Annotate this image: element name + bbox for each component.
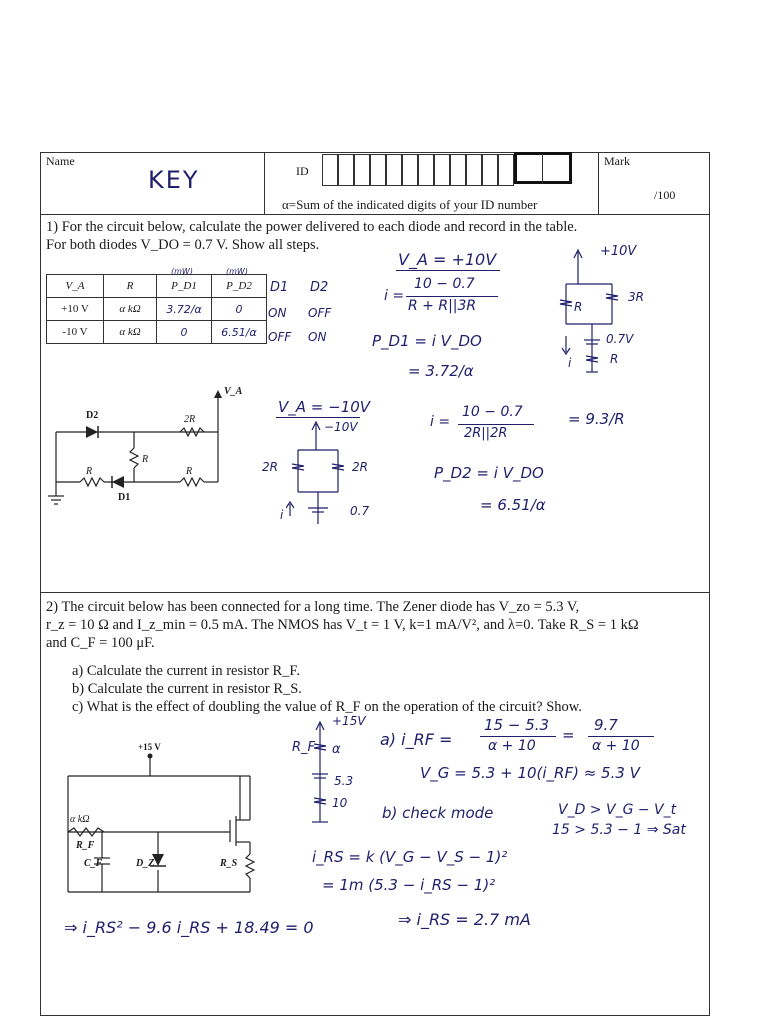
q2-label-cf: C_F xyxy=(84,858,103,869)
q2-label-dz: D_Z xyxy=(136,858,155,869)
name-label: Name xyxy=(46,154,75,168)
mark-total: /100 xyxy=(654,188,676,202)
q2-text-line1: 2) The circuit below has been connected for a long time. The Zener diode has V_zo = 5.3 V, xyxy=(46,599,580,615)
q2-sketch-top: +15V xyxy=(332,714,366,728)
q1-neg-pd2: P_D2 = i V_DO xyxy=(434,464,544,482)
q2-sketch-53: 5.3 xyxy=(334,774,354,788)
q1-work-pd1: P_D1 = i V_DO xyxy=(372,332,482,350)
name-value: KEY xyxy=(148,166,200,194)
q2-a-den: α + 10 xyxy=(488,738,536,754)
q1-q2-divider xyxy=(40,592,709,593)
id-digit-box xyxy=(466,154,482,186)
alpha-note: α=Sum of the indicated digits of your ID number xyxy=(282,197,538,212)
id-digit-box xyxy=(322,154,338,186)
q1-sketch-pos-i: i xyxy=(568,356,572,370)
q1-frac-bar xyxy=(406,296,498,297)
q2-a-den2: α + 10 xyxy=(592,738,640,754)
q2-label-rf-val: α kΩ xyxy=(70,814,90,825)
id-digit-box xyxy=(370,154,386,186)
th-pd1-label: P_D1 xyxy=(171,280,197,292)
cell-r: α kΩ xyxy=(104,321,157,344)
q1-sketch-neg-r-left: 2R xyxy=(262,460,278,474)
side-d1-pos: ON xyxy=(268,306,287,320)
q1-label-r-right: R xyxy=(186,466,193,477)
th-r: R xyxy=(104,275,157,298)
q1-work-va-neg: V_A = −10V xyxy=(278,398,371,416)
side-d1-neg: OFF xyxy=(268,330,292,344)
mark-label: Mark xyxy=(604,154,630,168)
q1-sketch-pos-vdo: 0.7V xyxy=(606,332,634,346)
q2-a-num: 15 − 5.3 xyxy=(484,716,550,734)
id-digit-box xyxy=(402,154,418,186)
id-digit-box xyxy=(354,154,370,186)
q1-underline-va-neg xyxy=(276,417,360,418)
cell-pd1: 3.72/α xyxy=(157,298,212,321)
q1-text-line1: 1) For the circuit below, calculate the power delivered to each diode and record in the table. xyxy=(46,219,578,235)
q2-text-line3: and C_F = 100 μF. xyxy=(46,635,155,651)
q1-circuit-diagram xyxy=(40,384,243,514)
q2-label-rf: R_F xyxy=(76,840,95,851)
id-indicated-digits-box xyxy=(514,152,572,184)
q1-sketch-neg-i: i xyxy=(280,508,284,522)
side-header-d1: D1 xyxy=(270,280,289,295)
id-digit-box xyxy=(482,154,498,186)
id-label: ID xyxy=(296,164,309,178)
table-row xyxy=(47,298,267,321)
q2-sketch-rf: R_F xyxy=(292,740,316,755)
q2-circuit-diagram xyxy=(60,750,260,900)
header-divider-1 xyxy=(264,152,265,214)
q2-cond1: V_D > V_G − V_t xyxy=(558,802,677,818)
th-pd2 xyxy=(212,267,267,298)
q1-label-va: V_A xyxy=(224,386,243,397)
q1-label-d1: D1 xyxy=(118,492,131,503)
q2-label-vdd: +15 V xyxy=(138,742,161,752)
q1-neg-frac-bar xyxy=(458,424,534,425)
cell-va: -10 V xyxy=(47,321,104,344)
q1-label-r-mid: R xyxy=(142,454,149,465)
q1-text-line2: For both diodes V_DO = 0.7 V. Show all steps. xyxy=(46,237,320,253)
id-digit-box xyxy=(434,154,450,186)
q1-label-2r: 2R xyxy=(184,414,196,425)
q2-label-rs: R_S xyxy=(220,858,238,869)
q2-sketch-alpha: α xyxy=(332,742,341,757)
q2-sketch xyxy=(296,718,366,828)
q2-item-a: a) Calculate the current in resistor R_F. xyxy=(72,663,300,679)
q2-cond2: 15 > 5.3 − 1 ⇒ Sat xyxy=(552,822,686,838)
q1-work-pd1-val: = 3.72/α xyxy=(408,362,474,380)
th-pd1 xyxy=(157,267,212,298)
id-digit-box xyxy=(338,154,354,186)
q2-item-c: c) What is the effect of doubling the value of R_F on the operation of the circuit? Show. xyxy=(72,699,582,715)
q2-irs1: i_RS = k (V_G − V_S − 1)² xyxy=(312,848,508,866)
q1-work-i-num: 10 − 0.7 xyxy=(414,276,475,292)
header-divider-2 xyxy=(598,152,599,214)
q1-sketch-pos-top: +10V xyxy=(600,244,637,259)
cell-r: α kΩ xyxy=(104,298,157,321)
id-digit-box xyxy=(498,154,514,186)
id-digit-separator xyxy=(542,154,543,184)
side-header-d2: D2 xyxy=(310,280,329,295)
q1-work-va-pos: V_A = +10V xyxy=(398,250,497,269)
side-d2-neg: ON xyxy=(308,330,327,344)
q1-sketch-neg-vdo: 0.7 xyxy=(350,504,370,518)
q2-a-frac-bar2 xyxy=(588,736,654,737)
q1-sketch-neg-r-right: 2R xyxy=(352,460,368,474)
q2-sketch-10: 10 xyxy=(332,796,348,810)
cell-va: +10 V xyxy=(47,298,104,321)
q1-underline-va-pos xyxy=(396,270,500,271)
q1-work-i-lhs: i = xyxy=(384,288,405,304)
th-pd2-label: P_D2 xyxy=(226,280,252,292)
q1-neg-pd2-val: = 6.51/α xyxy=(480,496,546,514)
q2-irs2: = 1m (5.3 − i_RS − 1)² xyxy=(322,876,496,894)
q2-a-num2: 9.7 xyxy=(594,716,618,734)
q2-quadratic: ⇒ i_RS² − 9.6 i_RS + 18.49 = 0 xyxy=(64,918,314,937)
id-digit-box xyxy=(450,154,466,186)
q2-item-b: b) Calculate the current in resistor R_S. xyxy=(72,681,302,697)
q1-neg-i-den: 2R||2R xyxy=(464,426,508,441)
id-digit-box xyxy=(386,154,402,186)
q2-vg: V_G = 5.3 + 10(i_RF) ≈ 5.3 V xyxy=(420,764,640,782)
q2-result: ⇒ i_RS = 2.7 mA xyxy=(398,910,531,929)
cell-pd2: 6.51/α xyxy=(212,321,267,344)
q2-text-line2: r_z = 10 Ω and I_z_min = 0.5 mA. The NMOS has V_t = 1 V, k=1 mA/V², and λ=0. Take R_S = 1 kΩ xyxy=(46,617,639,633)
cell-pd1: 0 xyxy=(157,321,212,344)
cell-pd2: 0 xyxy=(212,298,267,321)
q1-sketch-pos-3r: 3R xyxy=(628,290,644,304)
q1-sketch-pos-r1: R xyxy=(574,300,583,314)
q1-results-table xyxy=(46,267,267,344)
th-pd2-unit: (mW) xyxy=(226,267,248,276)
q1-neg-i-num: 10 − 0.7 xyxy=(462,404,523,420)
id-digit-box xyxy=(418,154,434,186)
q1-neg-i-val: = 9.3/R xyxy=(568,410,625,428)
table-row xyxy=(47,275,267,298)
th-va: V_A xyxy=(47,275,104,298)
q1-sketch-pos-r2: R xyxy=(610,352,619,366)
table-row xyxy=(47,321,267,344)
q1-sketch-neg-top: −10V xyxy=(324,420,358,434)
q2-a-eq: = xyxy=(562,726,575,744)
q2-a-lhs: a) i_RF = xyxy=(380,730,453,749)
q2-a-frac-bar xyxy=(480,736,556,737)
q1-label-d2: D2 xyxy=(86,410,99,421)
q1-neg-i-lhs: i = xyxy=(430,414,451,430)
side-d2-pos: OFF xyxy=(308,306,332,320)
q1-label-r-left: R xyxy=(86,466,93,477)
th-pd1-unit: (mW) xyxy=(171,267,193,276)
header-bottom-rule xyxy=(40,214,709,215)
q2-b-label: b) check mode xyxy=(382,804,494,822)
q1-work-i-den: R + R||3R xyxy=(408,298,477,314)
